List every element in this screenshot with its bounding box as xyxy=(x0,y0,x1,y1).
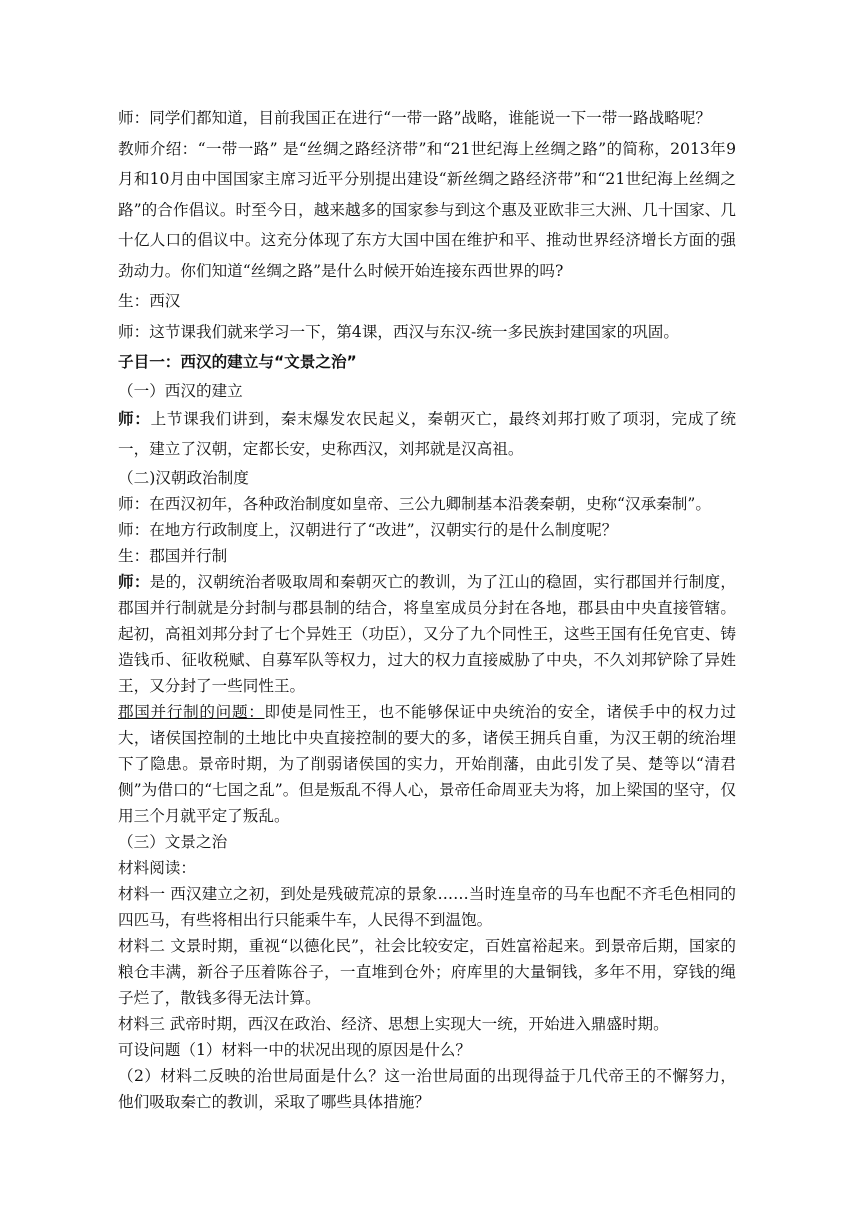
material-three: 材料三 武帝时期，西汉在政治、经济、思想上实现大一统，开始进入鼎盛时期。 xyxy=(118,1014,669,1033)
underlined-label: 郡国并行制的问题： xyxy=(118,702,265,721)
paragraph-text: 即使是同性王，也不能够保证中央统治的安全，诸侯手中的权力过大，诸侯国控制的土地比中央直接控制的要大的多，诸侯王拥兵自重，为汉王朝的统治埋下了隐患。景帝时期，为了削弱诸侯国的实力，开始削藩，由此引发了吴、楚等以“清君侧”为借口的“七国之乱”。但是叛乱不得人心，景帝任命周亚夫为将，加上梁国的坚守，仅用三个月就平定了叛乱。 xyxy=(118,702,736,825)
speaker-label: 师： xyxy=(118,408,151,428)
intro-paragraph-question: 师：同学们都知道，目前我国正在进行“一带一路”战略，谁能说一下一带一路战略呢？ xyxy=(118,109,711,127)
paragraph-han-system: 师：在西汉初年，各种政治制度如皇帝、三公九卿制基本沿袭秦朝，史称“汉承秦制”。 xyxy=(118,494,711,513)
material-two: 材料二 文景时期，重视“以德化民”，社会比较安定，百姓富裕起来。到景帝后期，国家的粮仓丰满，新谷子压着陈谷子，一直堆到仓外；府库里的大量铜钱，多年不用，穿钱的绳子烂了，散钱多得无法计算。 xyxy=(118,936,736,1007)
intro-paragraph-answer: 生：西汉 xyxy=(118,292,181,310)
paragraph-system-problem xyxy=(118,699,736,829)
paragraph-text: 上节课我们讲到，秦末爆发农民起义，秦朝灭亡，最终刘邦打败了项羽，完成了统一，建立了汉朝，定都长安，史称西汉，刘邦就是汉高祖。 xyxy=(118,409,736,458)
paragraph-establishment xyxy=(118,404,736,465)
paragraph-student-answer: 生：郡国并行制 xyxy=(118,546,228,565)
paragraph-commandery-system xyxy=(118,569,736,699)
document-page xyxy=(118,103,736,1115)
subheading-political-system: （二)汉朝政治制度 xyxy=(118,468,249,487)
paragraph-reading: 材料阅读： xyxy=(118,858,196,877)
subheading-establishment: （一）西汉的建立 xyxy=(118,381,243,400)
material-one: 材料一 西汉建立之初，到处是残破荒凉的景象……当时连皇帝的马车也配不齐毛色相同的四匹马，有些将相出行只能乘牛车，人民得不到温饱。 xyxy=(118,884,736,929)
intro-paragraph-lesson: 师：这节课我们就来学习一下，第4课，西汉与东汉-统一多民族封建国家的巩固。 xyxy=(118,322,679,341)
question-two: （2）材料二反映的治世局面是什么？这一治世局面的出现得益于几代帝王的不懈努力，他们吸取秦亡的教训，采取了哪些具体措施？ xyxy=(118,1066,736,1111)
speaker-label: 师： xyxy=(118,571,150,591)
paragraph-text: 是的，汉朝统治者吸取周和秦朝灭亡的教训，为了江山的稳固，实行郡国并行制度，郡国并行制就是分封制与郡县制的结合，将皇室成员分封在各地，郡县由中央直接管辖。起初，高祖刘邦分封了七个异姓王（功臣），又分了九个同性王，这些王国有任免官吏、铸造钱币、征收税赋、自募军队等权力，过大的权力直接威胁了中央，不久刘邦铲除了异姓王，又分封了一些同性王。 xyxy=(118,572,736,695)
paragraph-local-admin: 师：在地方行政制度上，汉朝进行了“改进”，汉朝实行的是什么制度呢？ xyxy=(118,520,618,539)
intro-paragraph-belt-road: 教师介绍：“一带一路” 是“丝绸之路经济带”和“21世纪海上丝绸之路”的简称，2013年9月和10月由中国国家主席习近平分别提出建设“新丝绸之路经济带”和“21世纪海上丝绸之路”的合作倡议。时至今日，越来越多的国家参与到这个惠及亚欧非三大洲、几十国家、几十亿人口的倡议中。这充分体现了东方大国中国在维护和平、推动世界经济增长方面的强劲动力。你们知道“丝绸之路”是什么时候开始连接东西世界的吗? xyxy=(118,139,736,280)
subheading-wenjing: （三）文景之治 xyxy=(118,832,228,851)
question-one: 可设问题（1）材料一中的状况出现的原因是什么？ xyxy=(118,1040,471,1059)
section-heading: 子目一：西汉的建立与“文景之治” xyxy=(118,353,357,371)
